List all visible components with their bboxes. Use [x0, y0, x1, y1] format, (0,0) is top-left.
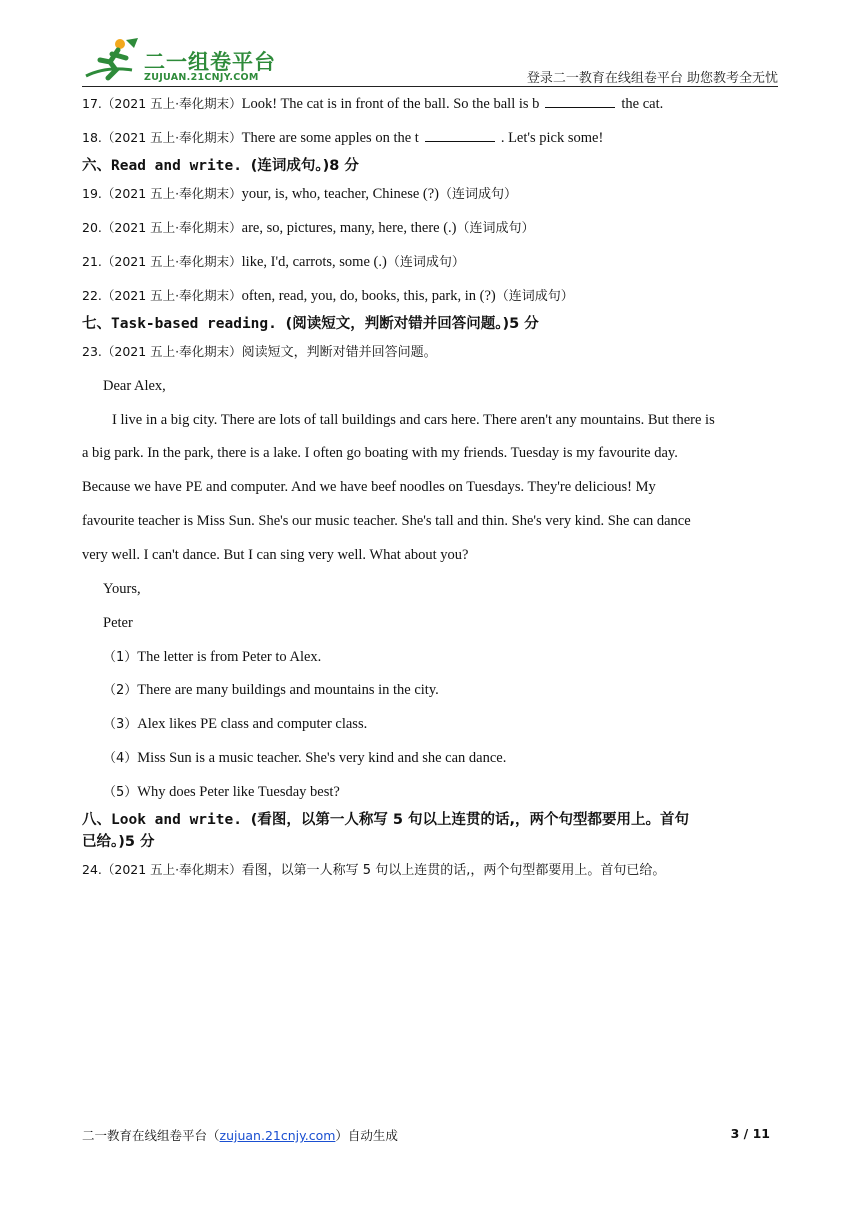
item-2: （2）There are many buildings and mountains in the city. — [103, 682, 439, 698]
letter-line: favourite teacher is Miss Sun. She's our music teacher. She's tall and thin. She's very kind. She can dance — [82, 513, 691, 529]
section-8-heading: 八、Look and write. (看图，以第一人称写 5 句以上连贯的话,，两个句型都要用上。首句 — [82, 812, 690, 828]
question-17: 17.（2021 五上·奉化期末）Look! The cat is in front of the ball. So the ball is b the cat. — [82, 96, 664, 112]
question-20: 20.（2021 五上·奉化期末）are, so, pictures, many, here, there (.)（连词成句） — [82, 220, 535, 236]
page-header — [82, 30, 778, 88]
letter-signature: Peter — [103, 615, 133, 631]
footer-text: 二一教育在线组卷平台（zujuan.21cnjy.com）自动生成 — [82, 1128, 398, 1143]
question-23: 23.（2021 五上·奉化期末）阅读短文，判断对错并回答问题。 — [82, 344, 437, 360]
letter-line: Because we have PE and computer. And we have beef noodles on Tuesdays. They're delicious! My — [82, 479, 656, 495]
section-6-heading: 六、Read and write. (连词成句。)8 分 — [82, 158, 359, 174]
logo-text: 二一组卷平台 — [144, 50, 276, 74]
item-4: （4）Miss Sun is a music teacher. She's very kind and she can dance. — [103, 750, 507, 766]
question-19: 19.（2021 五上·奉化期末）your, is, who, teacher, Chinese (?)（连词成句） — [82, 186, 518, 202]
section-8-heading-cont: 已给。)5 分 — [82, 834, 155, 850]
letter-line: a big park. In the park, there is a lake. I often go boating with my friends. Tuesday is my favourite day. — [82, 445, 678, 461]
item-1: （1）The letter is from Peter to Alex. — [103, 649, 322, 665]
question-24: 24.（2021 五上·奉化期末）看图，以第一人称写 5 句以上连贯的话,，两个句型都要用上。首句已给。 — [82, 862, 666, 878]
runner-logo-icon — [82, 36, 142, 84]
section-7-heading: 七、Task-based reading. (阅读短文，判断对错并回答问题。)5 分 — [82, 316, 539, 332]
letter-closing: Yours, — [103, 581, 141, 597]
logo-url: ZUJUAN.21CNJY.COM — [144, 72, 259, 83]
question-22: 22.（2021 五上·奉化期末）often, read, you, do, books, this, park, in (?)（连词成句） — [82, 288, 574, 304]
header-divider — [82, 86, 778, 87]
item-5: （5）Why does Peter like Tuesday best? — [103, 784, 340, 800]
header-slogan: 登录二一教育在线组卷平台 助您教考全无忧 — [526, 71, 778, 86]
answer-blank[interactable] — [425, 129, 495, 142]
letter-line: very well. I can't dance. But I can sing very well. What about you? — [82, 547, 469, 563]
letter-line: I live in a big city. There are lots of tall buildings and cars here. There aren't any mountains. But there is — [112, 412, 715, 428]
letter-greeting: Dear Alex, — [103, 378, 166, 394]
answer-blank[interactable] — [545, 95, 615, 108]
question-18: 18.（2021 五上·奉化期末）There are some apples on the t . Let's pick some! — [82, 130, 604, 146]
question-21: 21.（2021 五上·奉化期末）like, I'd, carrots, some (.)（连词成句） — [82, 254, 465, 270]
page-number: 3 / 11 — [730, 1126, 770, 1141]
item-3: （3）Alex likes PE class and computer class. — [103, 716, 368, 732]
footer-link[interactable]: zujuan.21cnjy.com — [219, 1128, 336, 1143]
logo — [82, 36, 282, 86]
